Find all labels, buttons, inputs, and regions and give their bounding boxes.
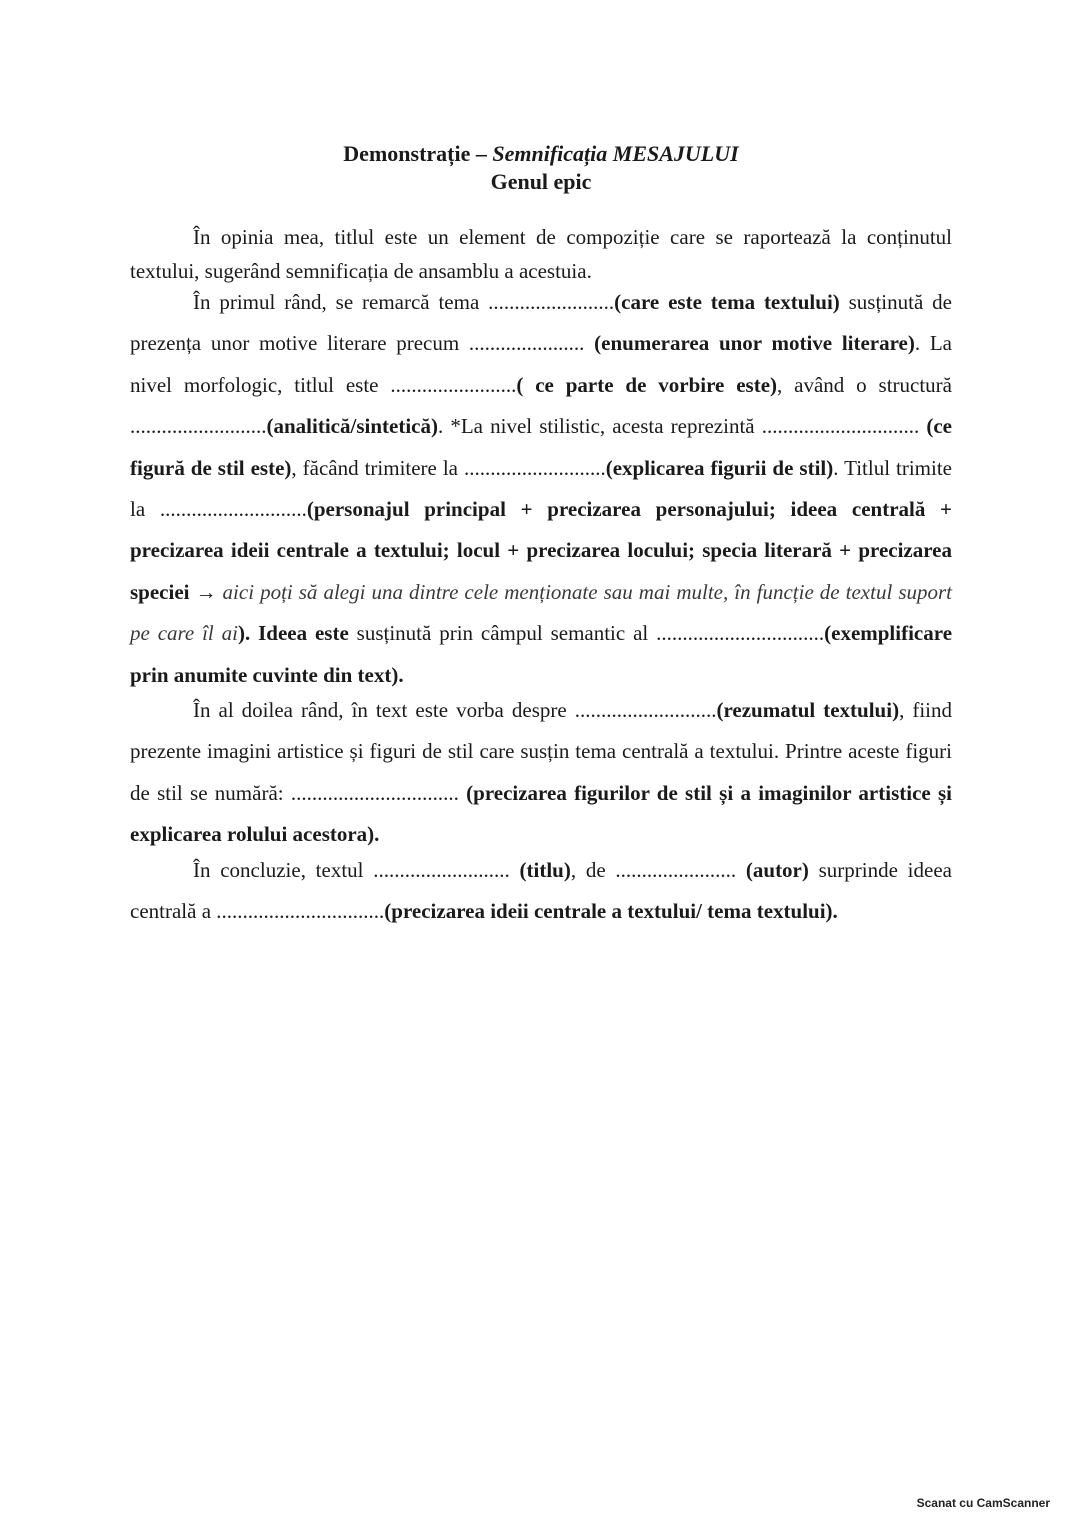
text-segment: susținută prin câmpul semantic al ................................ [348, 621, 825, 646]
text-segment: . Titlul trimite la ............................ [130, 455, 952, 522]
text-segment: (exemplificare prin anumite cuvinte din text). [130, 621, 953, 687]
document-subtitle: Genul epic [490, 169, 592, 194]
text-segment: , de ....................... [570, 857, 746, 882]
document-body [130, 220, 952, 933]
text-segment: În al doilea rând, în text este vorba despre ........................... [193, 698, 717, 723]
text-segment: , având o structură .......................... [130, 372, 952, 439]
text-segment: (precizarea ideii centrale a textului/ tema textului). [384, 899, 838, 924]
text-segment: În opinia mea, titlul este un element de compoziție care se raportează la conținutul textului, sugerând semnificația de ansamblu a acestuia. [130, 225, 952, 283]
text-segment: (rezumatul textului) [716, 698, 900, 723]
text-segment: (care este tema textului) [614, 290, 840, 314]
text-segment: aici poți să alegi una dintre cele menționate sau mai multe, în funcție de textul suport pe care îl ai [130, 579, 953, 646]
camscanner-watermark: Scanat cu CamScanner [916, 1496, 1050, 1510]
text-segment: În primul rând, se remarcă tema ........................ [193, 290, 615, 314]
text-segment: ). Ideea este [237, 621, 349, 646]
text-segment: , făcând trimitere la ........................... [291, 455, 606, 480]
text-segment: (explicarea figurii de stil) [605, 455, 834, 480]
text-segment: susținută de prezența unor motive literare precum ...................... [130, 290, 952, 356]
text-segment: (autor) [745, 857, 809, 882]
paragraph-intro [130, 220, 952, 288]
title-prefix: Demonstrație – [343, 141, 493, 166]
text-segment: surprinde ideea centrală a ................................ [130, 857, 952, 924]
document-page [130, 140, 952, 933]
text-segment: În concluzie, textul .......................... [193, 857, 520, 882]
text-segment: . La nivel morfologic, titlul este ........................ [130, 331, 952, 397]
text-segment: . *La nivel stilistic, acesta reprezintă .............................. [437, 414, 927, 439]
title-italic: Semnificația MESAJULUI [492, 141, 739, 166]
text-segment: (analitică/sintetică) [266, 414, 438, 439]
text-segment: (ce figură de stil este) [130, 414, 952, 480]
text-segment: ( ce parte de vorbire este) [516, 372, 778, 397]
text-segment: (titlu) [519, 857, 571, 882]
text-segment: , fiind prezente imagini artistice și figuri de stil care susțin tema centrală a textului. Printre aceste figuri de stil se numără: ................................ [130, 698, 952, 805]
text-segment: (enumerarea unor motive literare) [594, 331, 915, 356]
text-segment: (personajul principal + precizarea personajului; ideea centrală + precizarea ideii centrale a textului; locul + precizarea locului; specia literară + precizarea speciei → [130, 497, 953, 604]
document-title [130, 140, 952, 196]
paragraph-second-argument [130, 690, 952, 856]
text-segment: (precizarea figurilor de stil și a imaginilor artistice și explicarea rolului acestora). [130, 780, 952, 847]
paragraph-conclusion [130, 850, 952, 933]
paragraph-first-argument [130, 282, 952, 696]
